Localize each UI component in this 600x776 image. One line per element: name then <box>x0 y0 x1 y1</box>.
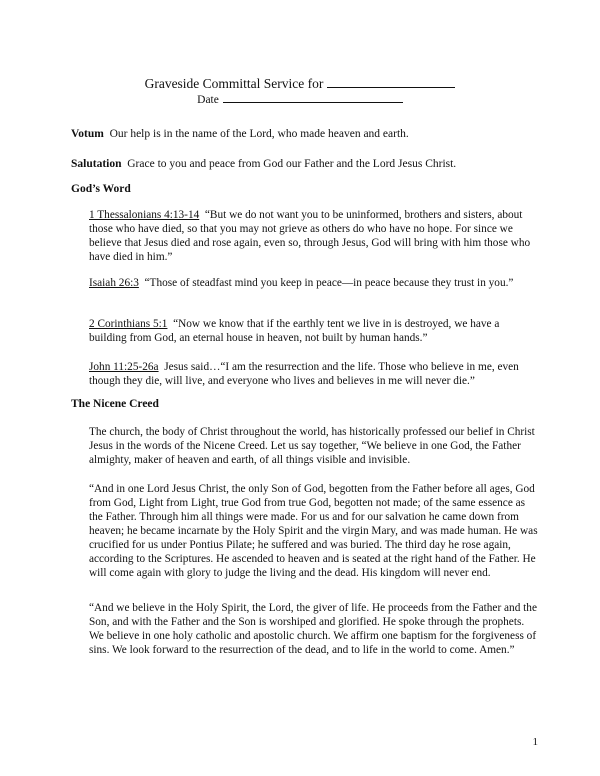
votum-line <box>71 127 409 141</box>
salutation-text: Grace to you and peace from God our Father and the Lord Jesus Christ. <box>127 158 457 170</box>
date-line <box>0 91 600 107</box>
votum-text: Our help is in the name of the Lord, who made heaven and earth. <box>109 128 409 140</box>
page-number: 1 <box>532 736 538 748</box>
name-blank-line[interactable] <box>327 76 455 88</box>
creed-paragraph-1: The church, the body of Christ throughout the world, has historically professed our belief in Christ Jesus in the words of the Nicene Creed. Let us say together, “We believe in one God, the Father almighty, maker of heaven and earth, of all things visible and invisible. <box>89 426 535 466</box>
service-title-text: Graveside Committal Service for <box>144 76 324 91</box>
reading-3-text: “Now we know that if the earthly tent we live in is destroyed, we have a building from God, an eternal house in heaven, not built by human hands.” <box>89 318 500 344</box>
reading-2 <box>89 276 539 290</box>
reading-3 <box>89 317 539 345</box>
reading-3-reference[interactable]: 2 Corinthians 5:1 <box>89 318 168 330</box>
reading-2-reference[interactable]: Isaiah 26:3 <box>89 277 139 289</box>
reading-2-text: “Those of steadfast mind you keep in peace—in peace because they trust in you.” <box>144 277 514 289</box>
date-label: Date <box>197 94 219 106</box>
reading-4-text: Jesus said…“I am the resurrection and the life. Those who believe in me, even though they die, will live, and everyone who lives and believes in me will never die.” <box>89 361 519 387</box>
reading-1-reference[interactable]: 1 Thessalonians 4:13-14 <box>89 209 200 221</box>
reading-1-text: “But we do not want you to be uninformed, brothers and sisters, about those who have died, so that you may not grieve as others do who have no hope. For since we believe that Jesus died and rose again, even so, through Jesus, God will bring with him those who have died in him.” <box>89 209 531 263</box>
nicene-creed-heading: The Nicene Creed <box>71 398 159 410</box>
votum-label: Votum <box>71 128 104 140</box>
reading-4 <box>89 360 539 388</box>
date-blank-line[interactable] <box>223 91 403 103</box>
gods-word-heading: God’s Word <box>71 183 131 195</box>
salutation-line <box>71 157 456 171</box>
creed-paragraph-3: “And we believe in the Holy Spirit, the Lord, the giver of life. He proceeds from the Father and the Son, and with the Father and the Son is worshiped and glorified. He spoke through the prophets. We believe in one holy catholic and apostolic church. We affirm one baptism for the forgiveness of sins. We look forward to the resurrection of the dead, and to life in the world to come. Amen.” <box>89 602 537 656</box>
salutation-label: Salutation <box>71 158 122 170</box>
service-title <box>0 76 600 92</box>
reading-1 <box>89 208 539 264</box>
creed-paragraph-2: “And in one Lord Jesus Christ, the only Son of God, begotten from the Father before all ages, God from God, Light from Light, true God from true God, begotten not made; of the same essence as the Father. Through him all things were made. For us and for our salvation he came down from heaven; he became incarnate by the Holy Spirit and the virgin Mary, and was made human. He was crucified for us under Pontius Pilate; he suffered and was buried. The third day he rose again, according to the Scriptures. He ascended to heaven and is seated at the right hand of the Father. He will come again with glory to judge the living and the dead. His kingdom will never end. <box>89 483 538 579</box>
reading-4-reference[interactable]: John 11:25-26a <box>89 361 159 373</box>
